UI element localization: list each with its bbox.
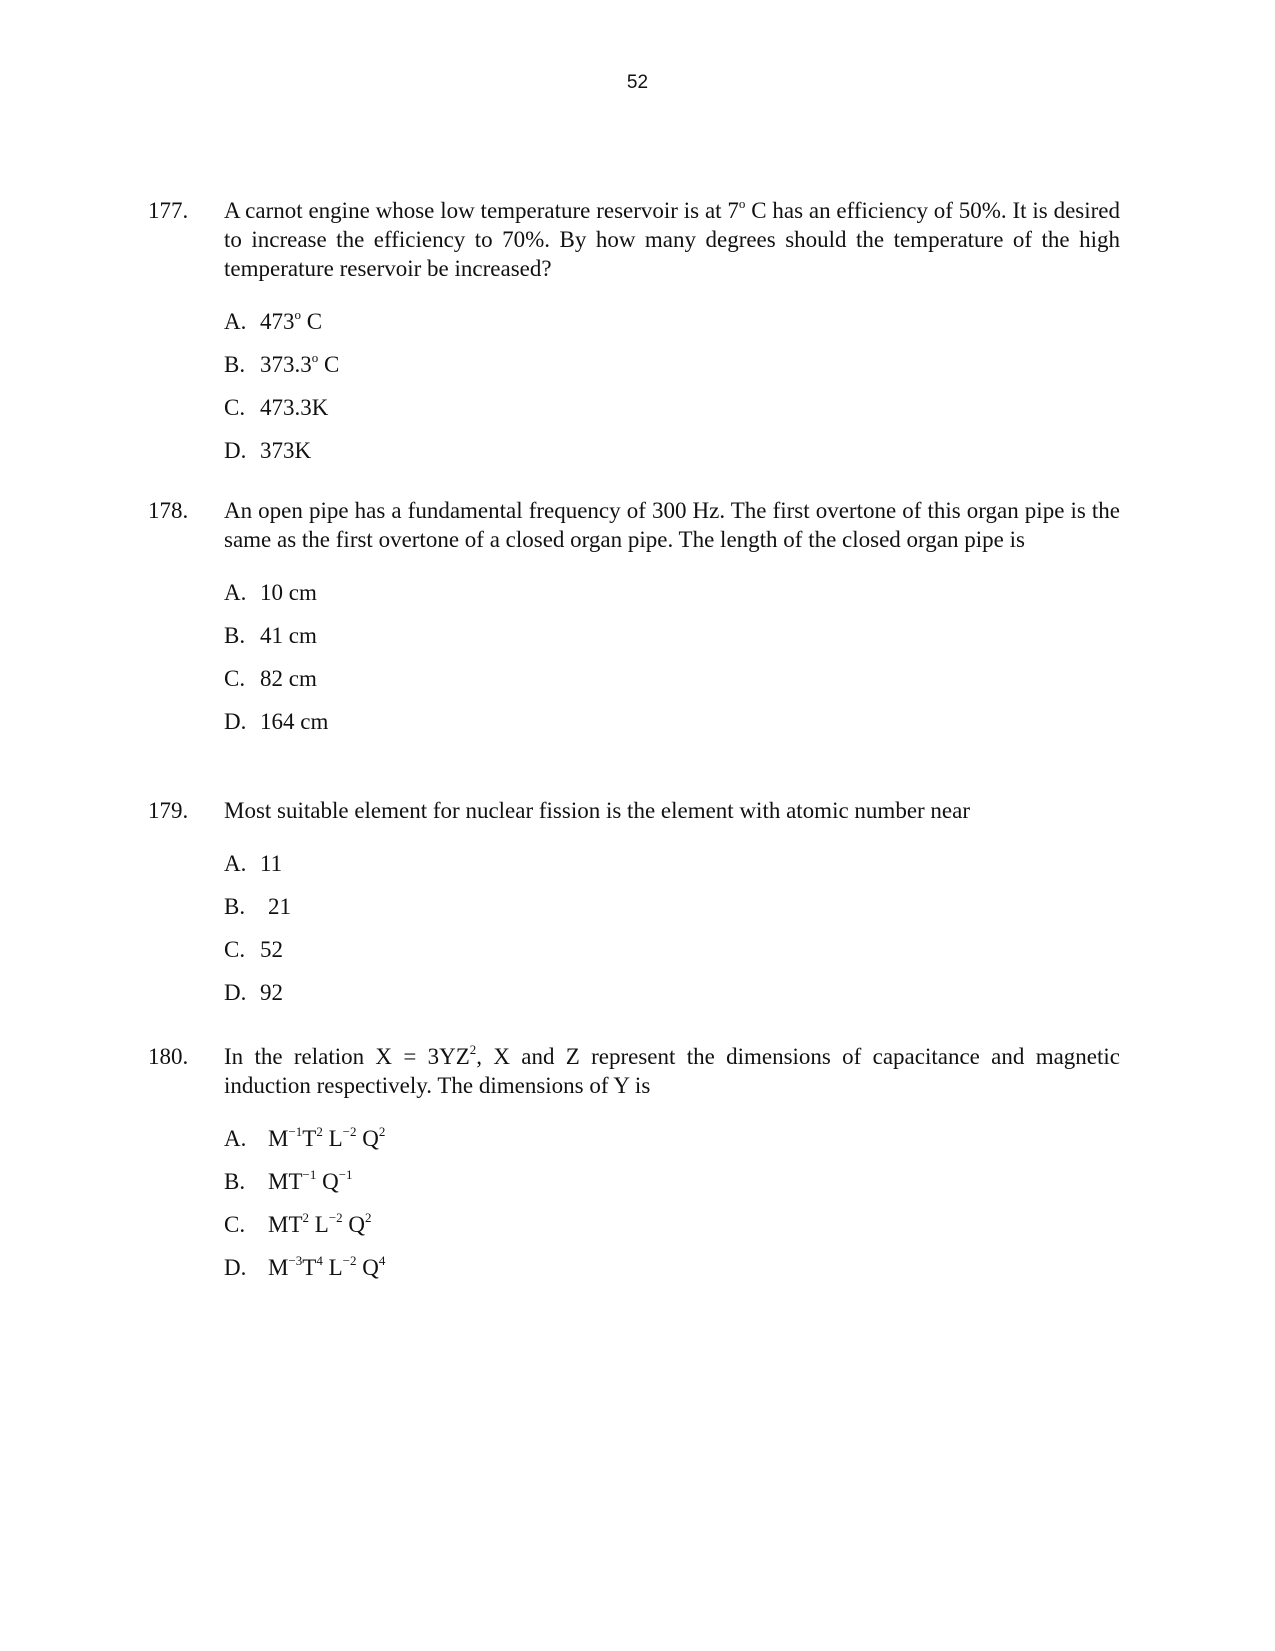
question-text: In the relation $X = 3YZ^2$, X and Z represent the dimensions of capacitance and magnetic induction respectively. The dimensions of Y is bbox=[224, 1042, 1120, 1098]
option-d[interactable]: D. 164 cm bbox=[224, 709, 329, 734]
question-number: 180. bbox=[148, 1044, 189, 1069]
page-number: 52 bbox=[626, 72, 649, 93]
answer-options bbox=[224, 307, 1120, 479]
option-c[interactable]: C. 52 bbox=[224, 937, 283, 962]
option-a[interactable]: A. 473$^o$ C bbox=[224, 307, 323, 334]
question-179 bbox=[148, 796, 1120, 1021]
question-text: An open pipe has a fundamental frequency of 300 Hz. The first overtone of this organ pipe is the same as the first overtone of a closed organ pipe. The length of the closed organ pipe is bbox=[224, 498, 1120, 552]
option-b[interactable]: B. 373.3$^o$ C bbox=[224, 350, 340, 377]
option-d[interactable]: D. 373K bbox=[224, 438, 312, 463]
option-b[interactable]: B. 41 cm bbox=[224, 623, 317, 648]
question-text: A carnot engine whose low temperature reservoir is at 7$^o$ C has an efficiency of 50%. It is desired to increase the efficiency to 70%. By how many degrees should the temperature of the high temperature reservoir be increased? bbox=[224, 196, 1120, 281]
question-180 bbox=[148, 1042, 1120, 1296]
question-text: Most suitable element for nuclear fission is the element with atomic number near bbox=[224, 798, 971, 823]
question-178 bbox=[148, 496, 1120, 750]
answer-options bbox=[224, 578, 1120, 750]
option-d[interactable]: D. $M^{-3}T^4$ $L^{-2}$ $Q^4$ bbox=[224, 1253, 386, 1280]
option-a[interactable]: A. 10 cm bbox=[224, 580, 317, 605]
option-b[interactable]: B. $MT^{-1}$ $Q^{-1}$ bbox=[224, 1167, 353, 1194]
answer-options bbox=[224, 1124, 1120, 1296]
option-c[interactable]: C. 82 cm bbox=[224, 666, 317, 691]
question-number: 177. bbox=[148, 198, 189, 223]
option-a[interactable]: A. 11 bbox=[224, 851, 283, 876]
option-a[interactable]: A. $M^{-1}T^2$ $L^{-2}$ $Q^2$ bbox=[224, 1124, 386, 1151]
question-number: 179. bbox=[148, 798, 189, 823]
option-b[interactable]: B. 21 bbox=[224, 894, 291, 919]
answer-options bbox=[224, 849, 1120, 1021]
question-177 bbox=[148, 196, 1120, 479]
question-number: 178. bbox=[148, 498, 189, 523]
option-c[interactable]: C. $MT^2$ $L^{-2}$ $Q^2$ bbox=[224, 1210, 372, 1237]
option-d[interactable]: D. 92 bbox=[224, 980, 283, 1005]
option-c[interactable]: C. 473.3K bbox=[224, 395, 329, 420]
